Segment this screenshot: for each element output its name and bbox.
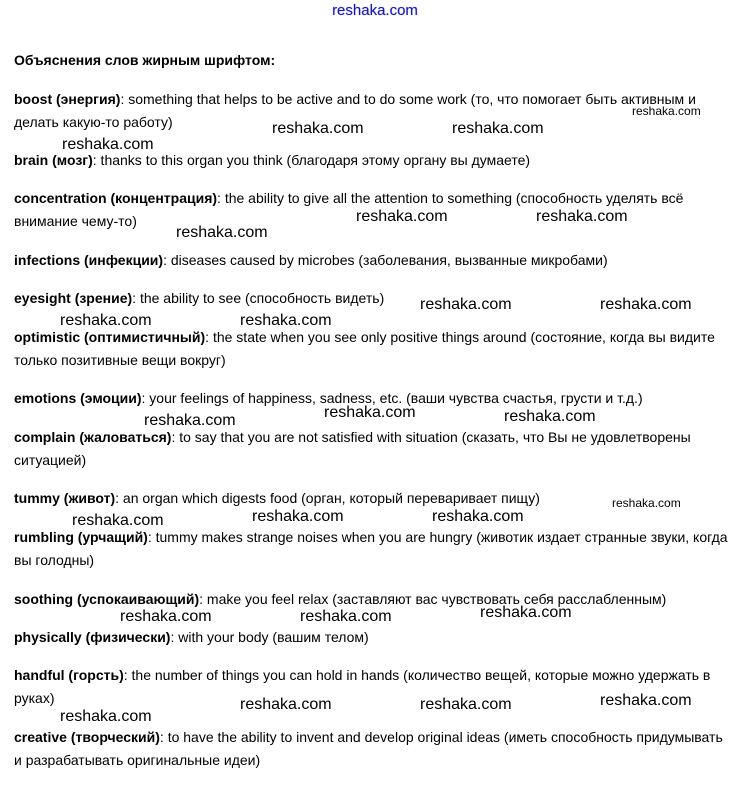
watermark: reshaka.com bbox=[420, 696, 512, 713]
watermark: reshaka.com bbox=[252, 508, 344, 525]
term-creative: creative (творческий) bbox=[14, 729, 160, 745]
term-soothing: soothing (успокаивающий) bbox=[14, 591, 200, 607]
term-infections: infections (инфекции) bbox=[14, 252, 164, 268]
watermark: reshaka.com bbox=[300, 608, 392, 625]
term-optimistic: optimistic (оптимистичный) bbox=[14, 329, 206, 345]
definition-eyesight: : the ability to see (способность видеть) bbox=[132, 290, 385, 306]
entry-boost bbox=[14, 88, 734, 134]
term-emotions: emotions (эмоции) bbox=[14, 390, 142, 406]
definition-concentration: : the ability to give all the attention to something (способность уделять всё внимание чему-то) bbox=[14, 190, 684, 229]
watermark: reshaka.com bbox=[504, 408, 596, 425]
watermark: reshaka.com bbox=[240, 696, 332, 713]
entry-optimistic bbox=[14, 326, 734, 372]
definition-infections: : diseases caused by microbes (заболевания, вызванные микробами) bbox=[163, 252, 608, 268]
definition-physically: : with your body (вашим телом) bbox=[170, 629, 369, 645]
site-title[interactable]: reshaka.com bbox=[332, 2, 418, 19]
entry-complain bbox=[14, 426, 734, 472]
watermark: reshaka.com bbox=[432, 508, 524, 525]
watermark: reshaka.com bbox=[272, 120, 364, 137]
watermark: reshaka.com bbox=[480, 604, 572, 621]
watermark: reshaka.com bbox=[600, 692, 692, 709]
term-boost: boost (энергия) bbox=[14, 91, 121, 107]
watermark: reshaka.com bbox=[176, 224, 268, 241]
definition-boost: : something that helps to be active and to do some work (то, что помогает быть активным и делать какую-то работу) bbox=[14, 91, 696, 130]
term-rumbling: rumbling (урчащий) bbox=[14, 529, 148, 545]
watermark: reshaka.com bbox=[60, 312, 152, 329]
entry-physically bbox=[14, 626, 734, 649]
watermark: reshaka.com bbox=[240, 312, 332, 329]
watermark: reshaka.com bbox=[62, 136, 154, 153]
term-tummy: tummy (живот) bbox=[14, 490, 116, 506]
definition-optimistic: : the state when you see only positive things around (состояние, когда вы видите только позитивные вещи вокруг) bbox=[14, 329, 715, 368]
entry-creative bbox=[14, 726, 734, 772]
watermark: reshaka.com bbox=[452, 120, 544, 137]
watermark: reshaka.com bbox=[600, 296, 692, 313]
watermark: reshaka.com bbox=[536, 208, 628, 225]
term-physically: physically (физически) bbox=[14, 629, 171, 645]
entry-rumbling bbox=[14, 526, 734, 572]
watermark: reshaka.com bbox=[60, 708, 152, 725]
watermark: reshaka.com bbox=[612, 496, 681, 510]
definition-handful: : the number of things you can hold in hands (количество вещей, которые можно удержать в руках) bbox=[14, 667, 711, 706]
watermark: reshaka.com bbox=[324, 404, 416, 421]
entry-infections bbox=[14, 249, 734, 272]
term-complain: complain (жаловаться) bbox=[14, 429, 172, 445]
definition-tummy: : an organ which digests food (орган, который переваривает пищу) bbox=[115, 490, 540, 506]
watermark: reshaka.com bbox=[356, 208, 448, 225]
term-concentration: concentration (концентрация) bbox=[14, 190, 218, 206]
definition-brain: : thanks to this organ you think (благодаря этому органу вы думаете) bbox=[92, 152, 531, 168]
watermark: reshaka.com bbox=[420, 296, 512, 313]
definition-creative: : to have the ability to invent and develop original ideas (иметь способность придумывать и разрабатывать оригинальные идеи) bbox=[14, 729, 723, 768]
definition-complain: : to say that you are not satisfied with situation (сказать, что Вы не удовлетворены ситуацией) bbox=[14, 429, 691, 468]
definition-soothing: : make you feel relax (заставляют вас чувствовать себя расслабленным) bbox=[199, 591, 667, 607]
term-eyesight: eyesight (зрение) bbox=[14, 290, 133, 306]
page-heading: Объяснения слов жирным шрифтом: bbox=[14, 52, 276, 68]
watermark: reshaka.com bbox=[632, 104, 701, 118]
definition-rumbling: : tummy makes strange noises when you are hungry (животик издает странные звуки, когда вы голодны) bbox=[14, 529, 728, 568]
definition-emotions: : your feelings of happiness, sadness, etc. (ваши чувства счастья, грусти и т.д.) bbox=[141, 390, 643, 406]
term-handful: handful (горсть) bbox=[14, 667, 124, 683]
watermark: reshaka.com bbox=[120, 608, 212, 625]
watermark: reshaka.com bbox=[72, 512, 164, 529]
watermark: reshaka.com bbox=[144, 412, 236, 429]
term-brain: brain (мозг) bbox=[14, 152, 93, 168]
